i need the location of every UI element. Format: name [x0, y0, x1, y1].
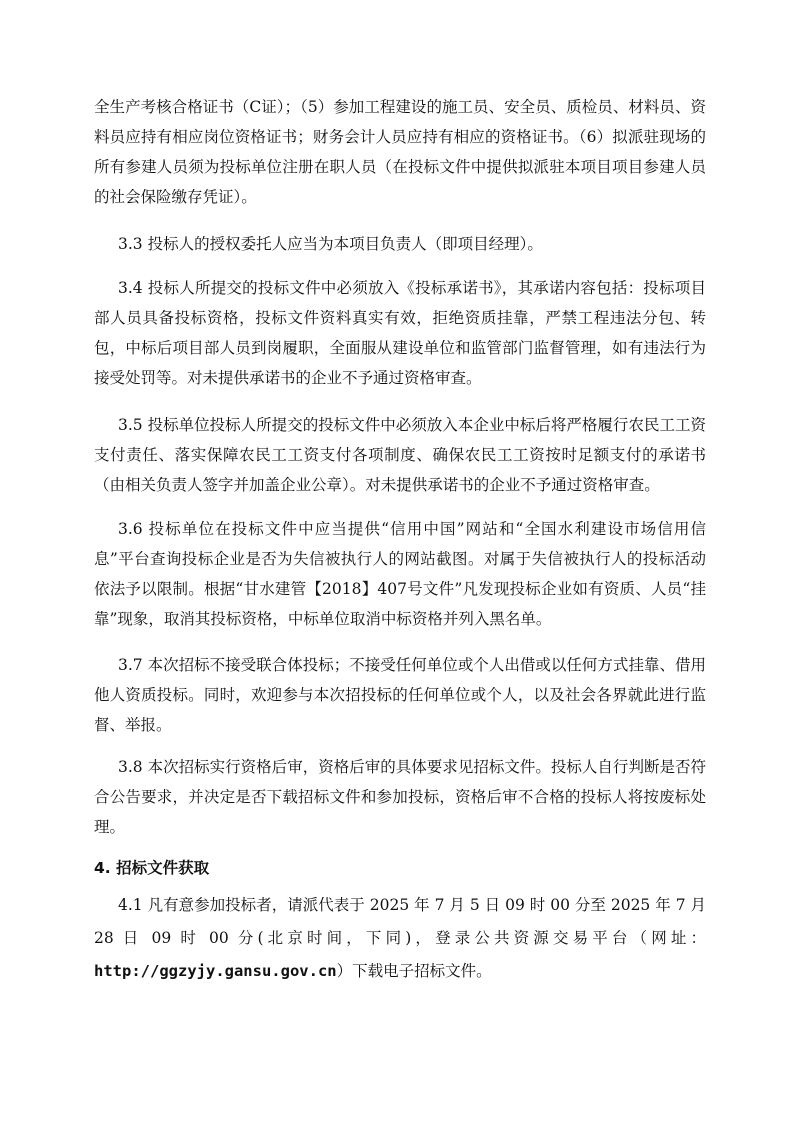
paragraph-3-7: 3.7 本次招标不接受联合体投标；不接受任何单位或个人出借或以任何方式挂靠、借用他人资质投标。同时，欢迎参与本次招投标的任何单位或个人，以及社会各界就此进行监督、举报。: [94, 656, 706, 734]
paragraph-3-6: 3.6 投标单位在投标文件中应当提供“信用中国”网站和“全国水利建设市场信用信息”平台查询投标企业是否为失信被执行人的网站截图。对属于失信被执行人的投标活动依法予以限制。根据“甘水建管【2018】407号文件”凡发现投标企业如有资质、人员“挂靠”现象，取消其投标资格，中标单位取消中标资格并列入黑名单。: [94, 520, 706, 628]
paragraph-3-3: 3.3 投标人的授权委托人应当为本项目负责人（即项目经理）。: [118, 235, 543, 253]
paragraph-3-5: 3.5 投标单位投标人所提交的投标文件中必须放入本企业中标后将严格履行农民工工资支付责任、落实保障农民工工资支付各项制度、确保农民工工资按时足额支付的承诺书（由相关负责人签字并加盖企业公章）。对未提供承诺书的企业不予通过资格审查。: [94, 416, 706, 494]
paragraph-3-4: 3.4 投标人所提交的投标文件中必须放入《投标承诺书》，其承诺内容包括：投标项目部人员具备投标资格，投标文件资料真实有效，拒绝资质挂靠，严禁工程违法分包、转包，中标后项目部人员到岗履职，全面服从建设单位和监管部门监督管理，如有违法行为接受处罚等。对未提供承诺书的企业不予通过资格审查。: [94, 279, 706, 387]
paragraph-personnel-certificates: 全生产考核合格证书（C证）；（5）参加工程建设的施工员、安全员、质检员、材料员、资料员应持有相应岗位资格证书；财务会计人员应持有相应的资格证书。（6）拟派驻现场的所有参建人员须为投标单位注册在职人员（在投标文件中提供拟派驻本项目项目参建人员的社会保险缴存凭证）。: [94, 98, 706, 206]
paragraph-4-1-text: 4.1 凡有意参加投标者，请派代表于 2025 年 7 月 5 日 09 时 00 分至 2025 年 7 月 28 日 09 时 00 分(北京时间，下同)，登录公共资源交易平台（网址：: [94, 896, 706, 947]
section-4-heading: 4. 招标文件获取: [94, 859, 210, 877]
paragraph-3-8: 3.8 本次招标实行资格后审，资格后审的具体要求见招标文件。投标人自行判断是否符合公告要求，并决定是否下载招标文件和参加投标，资格后审不合格的投标人将按废标处理。: [94, 758, 706, 836]
paragraph-4-1: [94, 889, 706, 988]
paragraph-4-1-tail: ）下载电子招标文件。: [336, 962, 492, 980]
trading-platform-link[interactable]: http://ggzyjy.gansu.gov.cn: [94, 962, 337, 980]
